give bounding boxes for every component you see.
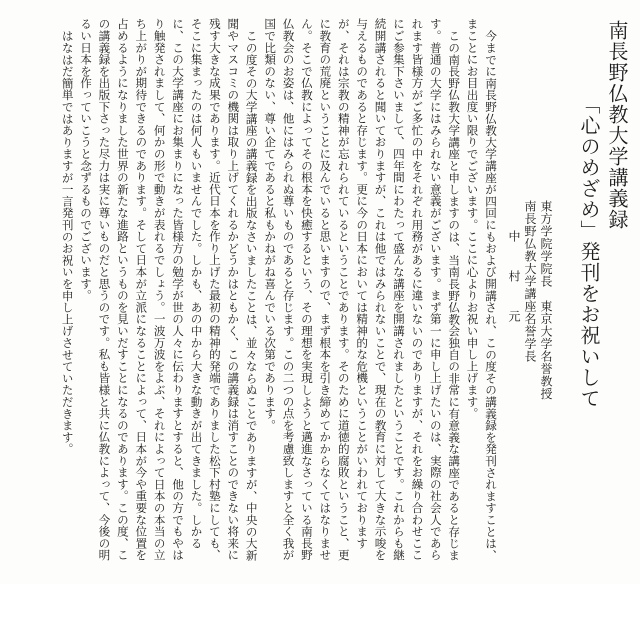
document-subtitle: 「心のめざめ」発刊をお祝いして bbox=[577, 94, 601, 409]
author-name: 中村元 bbox=[507, 230, 521, 350]
author-affiliation-1: 東方学院学院長 東京大学名誉教授 bbox=[539, 200, 553, 400]
body-paragraph: この度その大学講座の講義録を出版なさいましたことは、並々ならぬことでありますが、中央の大新聞やマスコミの機関は取り上げてくれるかどうかはともかく、この講義録は消すことのできない将来に残す大きな成果であります。近代日本を作り上げた最初の精神的発端でありました松下村塾にしても、そこに集まったのは何人もいませんでした。しかも、あの中から大きな動きが出てきました。しかるに、この大学講座にお集まりになった皆様方の勉学が世の人々に伝わりますとすると、他の方でもやはり触発されまして、何かの形で動きが表れるでしょう。一波万波をよぶ、それによって日本の本当の立ち上がりが期待できるのであります。そして日本が立派になることによって、日本が今や重要な位置を占めるようになりました世界の新たな進路というものを見いだすことになるのであります。この度、この講義録を出版下さった尽力は実に尊いものだと思うのです。私も皆様と共に仏教によって、今後の明るい日本を作っていこうと念ずるものでございます。 bbox=[79, 18, 259, 561]
body-paragraph: はなはだ簡単ではありますが一言発刊のお祝いを申し上げさせていただきます。 bbox=[60, 29, 75, 455]
document-title: 南長野仏教大学講義録 bbox=[605, 20, 629, 230]
author-block bbox=[504, 200, 554, 580]
author-affiliation-2: 南長野仏教大学講座名誉学長 bbox=[523, 200, 537, 363]
body-paragraph: 今までに南長野仏教大学講座が四回にもおよび開講され、この度その講義録を発刊されますことは、まことにお目出度い限りでございます。ここに心よりお祝い申し上げます。 bbox=[465, 18, 498, 561]
body-text bbox=[14, 18, 500, 566]
body-paragraph: この南長野仏教大学講座と申しますのは、当南長野仏教会独自の非常に有意義な講座であると存じます。普通の大学にはみられない意義がございます。まず第一に申し上げたいのは、実際の社会人であられます皆様方がご多忙の中をそれぞれ用務があるに違いないのでありますが、それをお繰り合わせここにご参集下さいまして、四年間にわたって盛んな講座を開講されましたということです。これからも継続開講されると聞いておりますが、これは他ではみられないことで、現在の教育に対して大きな示唆を与えるものであると存じます。更に今の日本においては精神的な危機ということがいわれておりますが、それは宗教の精神が忘れられているということであります。そのために道徳的腐敗ということ、更に教育の荒廃ということに及んでいると思いますので、まず根本を引き締めてかからなくてはなりません。そこで仏教によってその根本を快癒するという、その理想を実現しようと邁進なさっている南長野仏教会のお姿は、他にはみられぬ尊いものであると存じます。この二つの点を考慮致しますと全く我が国で比類のない、尊い企てであると私もかねがね喜んでいる次第であります。 bbox=[263, 18, 462, 561]
